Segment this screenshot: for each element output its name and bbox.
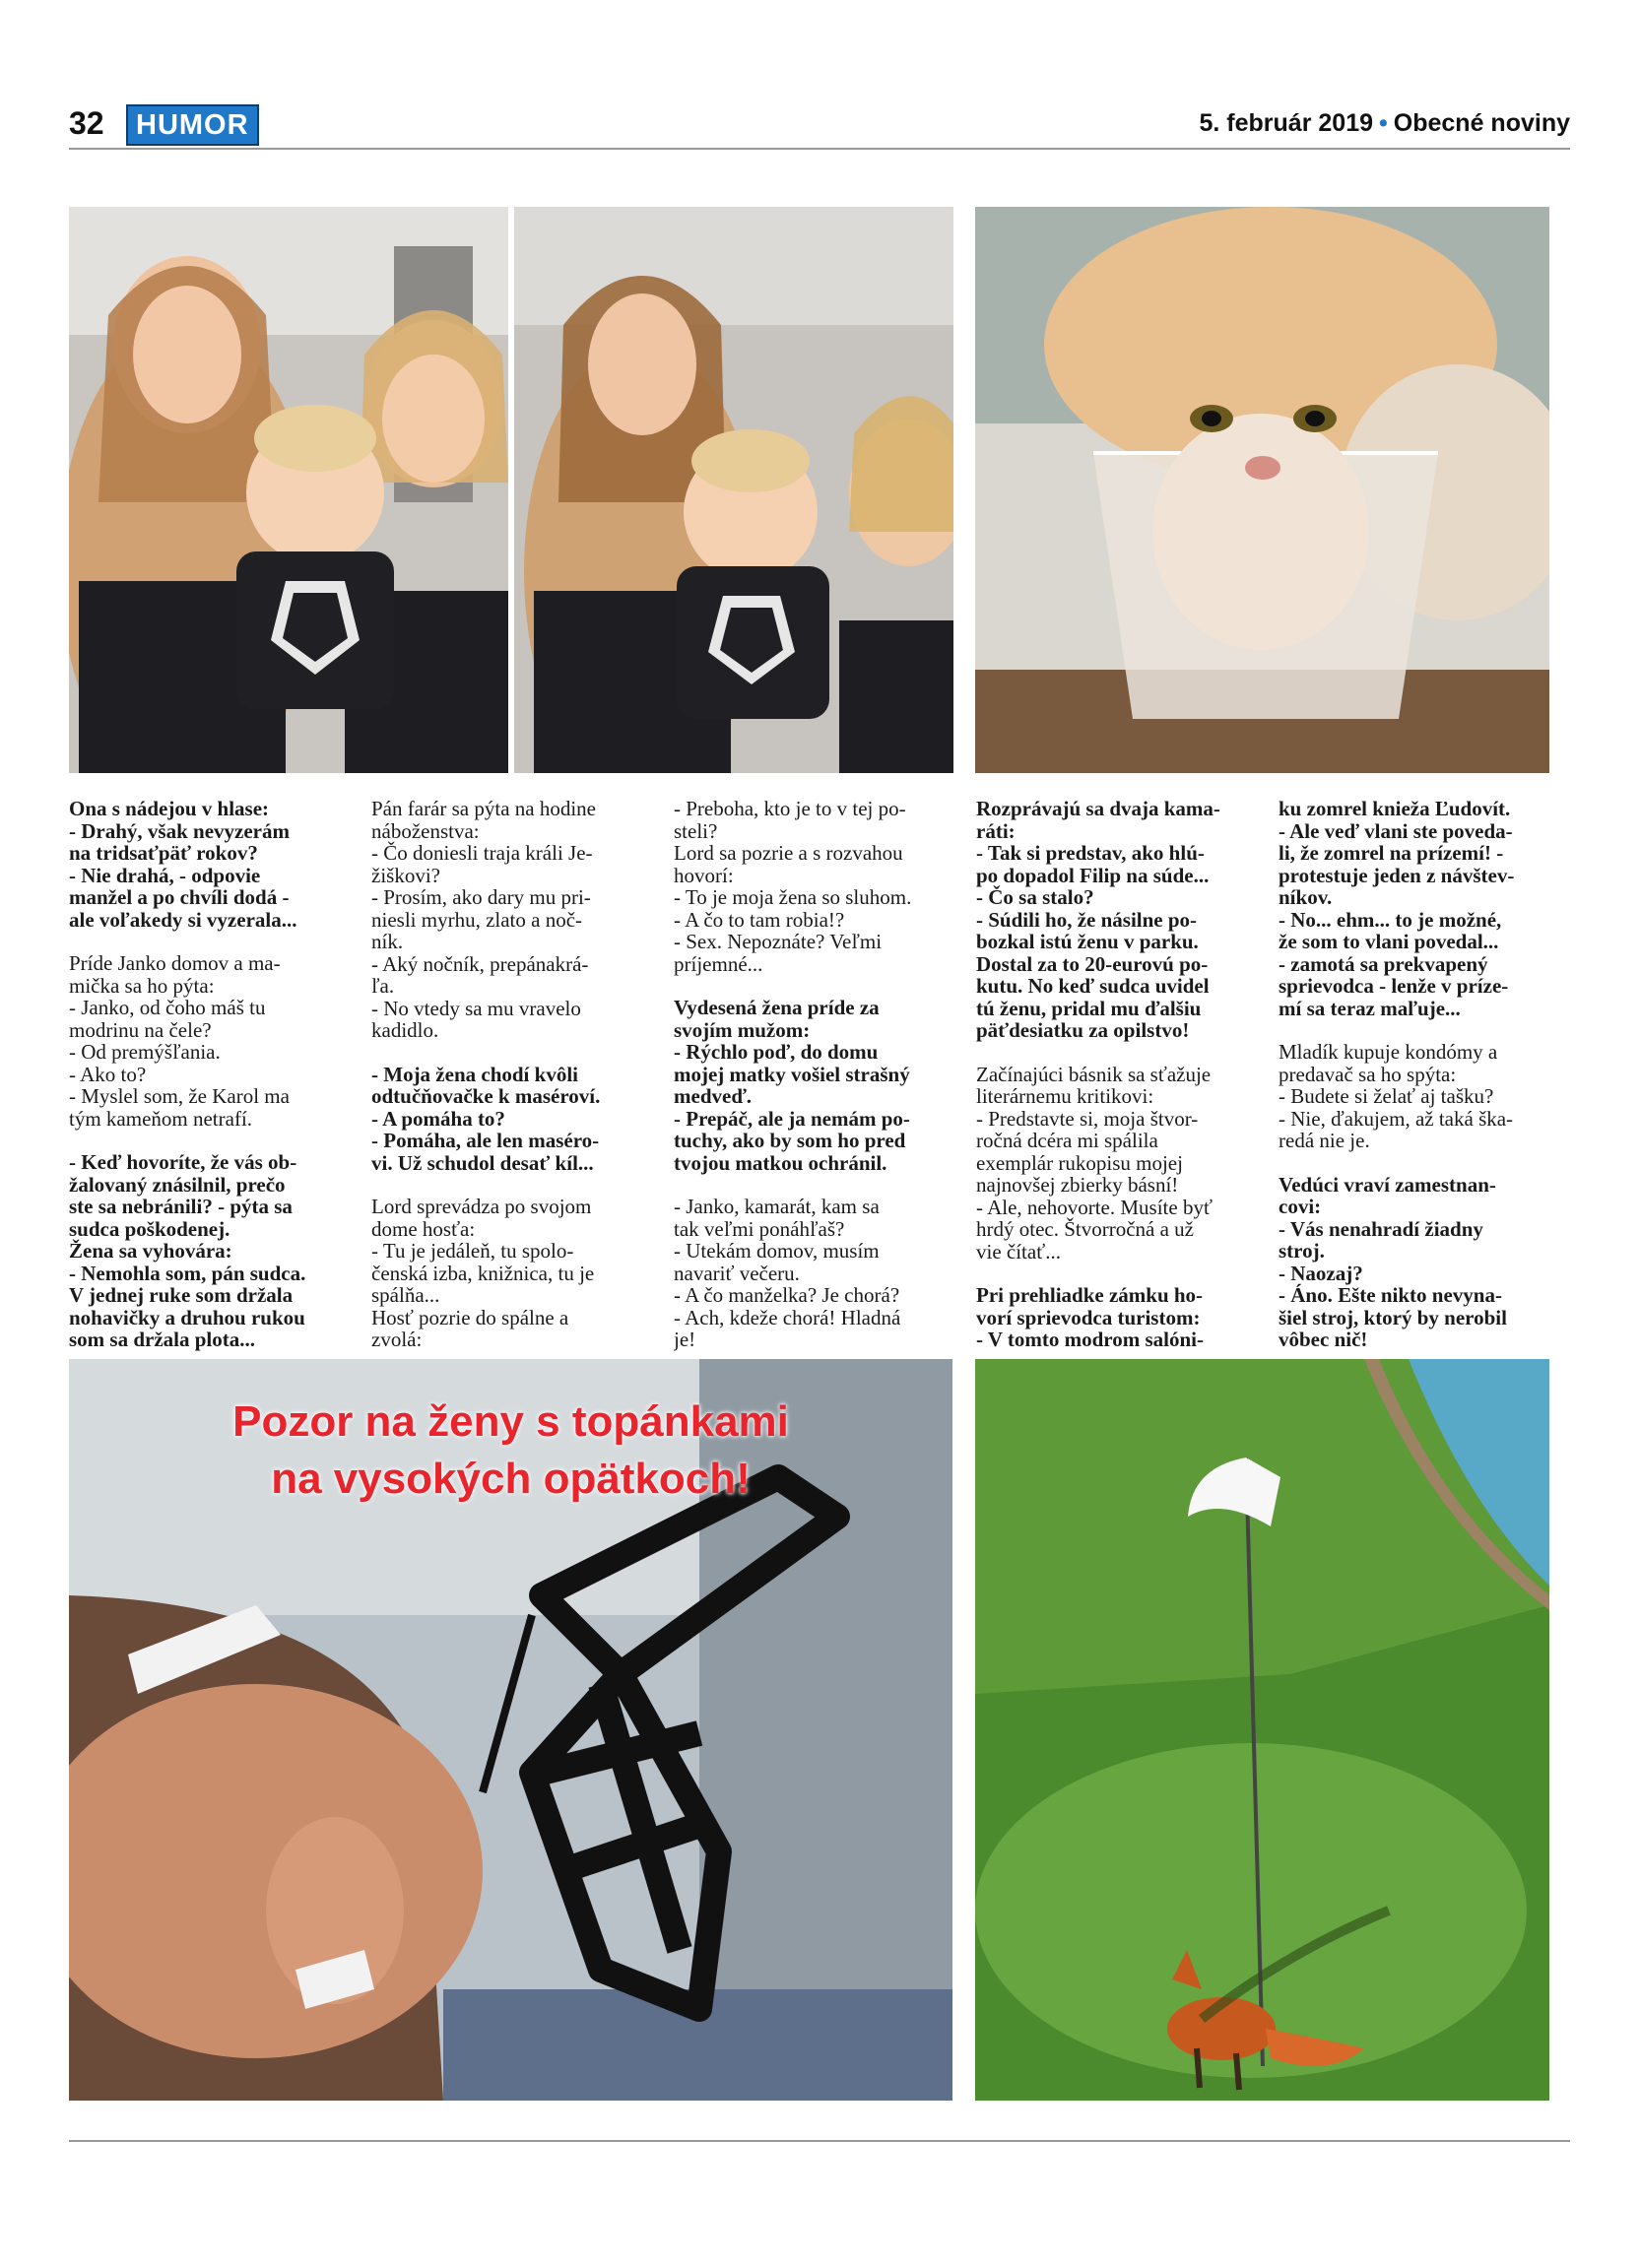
text-column-3	[674, 798, 953, 1359]
joke: Vydesená žena príde za svojím mužom: - Rýchlo poď, do domu mojej matky vošiel strašný medveď. - Prepáč, ale ja nemám po- tuchy, ako by som ho pred tvojou matkou ochránil.	[674, 996, 910, 1175]
publication-name: Obecné noviny	[1393, 109, 1570, 137]
high-heel-photo	[69, 1359, 952, 2101]
text-column-2	[371, 798, 651, 1359]
issue-date: 5. február 2019	[1199, 109, 1374, 137]
separator-dot: •	[1379, 109, 1388, 137]
joke: Lord sprevádza po svojom dome hosťa: - Tu je jedáleň, tu spolo- čenská izba, knižnica, tu je spálňa... Hosť pozrie do spálne a zvolá:	[371, 1195, 595, 1351]
joke: Pri prehliadke zámku ho- vorí sprievodca turistom: - V tomto modrom salóni-	[976, 1283, 1204, 1351]
section-label: HUMOR	[126, 104, 259, 146]
fox-golf-photo	[975, 1359, 1549, 2101]
text-column-1	[69, 798, 349, 1359]
caption-line-2: na vysokých opätkoch!	[271, 1455, 751, 1503]
joke: Začínajúci básnik sa sťažuje literárnemu kritikovi: - Predstavte si, moja štvor- ročná dcéra mi spálila exemplár rukopisu mojej najnovšej zbierky básní! - Ale, nehovorte. Musíte byť hrdý otec. Štvorročná a už vie čítať...	[976, 1062, 1213, 1264]
text-column-4	[976, 798, 1256, 1359]
joke: Vedúci vraví zamestnan- covi: - Vás nenahradí žiadny stroj. - Naozaj? - Áno. Ešte nikto nevyna- šiel stroj, ktorý by nerobil vôbec nič!	[1279, 1172, 1507, 1351]
dateline	[1200, 100, 1570, 146]
cat-photo	[975, 207, 1549, 773]
joke: Príde Janko domov a ma- mička sa ho pýta: - Janko, od čoho máš tu modrinu na čele? - Od premýšľania. - Ako to? - Myslel som, že Karol ma tým kameňom netrafí.	[69, 951, 290, 1131]
joke: Ona s nádejou v hlase: - Drahý, však nevyzerám na tridsaťpäť rokov? - Nie drahá, - odpovie manžel a po chvíli dodá - ale voľakedy si vyzerala...	[69, 798, 297, 932]
page-number: 32	[69, 105, 104, 141]
cheerleaders-photo-right	[514, 207, 953, 773]
joke: - Janko, kamarát, kam sa tak veľmi ponáhľaš? - Utekám domov, musím navariť večeru. - A čo manželka? Je chorá? - Ach, kdeže chorá! Hladná je!	[674, 1195, 901, 1351]
shoe-warning-caption	[69, 1393, 952, 1508]
joke: - Keď hovoríte, že vás ob- žalovaný znásilnil, prečo ste sa nebránili? - pýta sa sudca poškodenej. Žena sa vyhovára: - Nemohla som, pán sudca. V jednej ruke som držala nohavičky a druhou rukou som sa držala plota...	[69, 1150, 306, 1351]
joke: ku zomrel knieža Ľudovít. - Ale veď vlani ste poveda- li, že zomrel na prízemí! - protestuje jeden z návštev- níkov. - No... ehm... to je možné, že som to vlani povedal... - zamotá sa prekvapený sprievodca - lenže v príze- mí sa teraz maľuje...	[1279, 798, 1515, 1020]
caption-line-1: Pozor na ženy s topánkami	[232, 1397, 789, 1446]
footer-divider	[69, 2140, 1570, 2142]
header-divider	[69, 148, 1570, 150]
page-header	[69, 100, 1570, 146]
joke: Rozprávajú sa dvaja kama- ráti: - Tak si predstav, ako hlú- po dopadol Filip na súde... - Čo sa stalo? - Súdili ho, že násilne po- bozkal istú ženu v parku. Dostal za to 20-eurovú po- kutu. No keď sudca uvidel tú ženu, pridal mu ďalšiu päťdesiatku za opilstvo!	[976, 798, 1220, 1042]
text-column-5	[1279, 798, 1558, 1359]
joke: - Preboha, kto je to v tej po- steli? Lord sa pozrie a s rozvahou hovorí: - To je moja žena so sluhom. - A čo to tam robia!? - Sex. Nepoznáte? Veľmi príjemné...	[674, 798, 912, 976]
joke: - Moja žena chodí kvôli odtučňovačke k maséroví. - A pomáha to? - Pomáha, ale len maséro- vi. Už schudol desať kíl...	[371, 1062, 601, 1175]
joke: Mladík kupuje kondómy a predavač sa ho spýta: - Budete si želať aj tašku? - Nie, ďakujem, až taká ška- redá nie je.	[1279, 1040, 1514, 1152]
cheerleaders-photo-left	[69, 207, 508, 773]
joke: Pán farár sa pýta na hodine náboženstva: - Čo doniesli traja králi Je- žiškovi? - Prosím, ako dary mu pri- niesli myrhu, zlato a noč- ník. - Aký nočník, prepánakrá- ľa. - No vtedy sa mu vravelo kadidlo.	[371, 798, 596, 1042]
